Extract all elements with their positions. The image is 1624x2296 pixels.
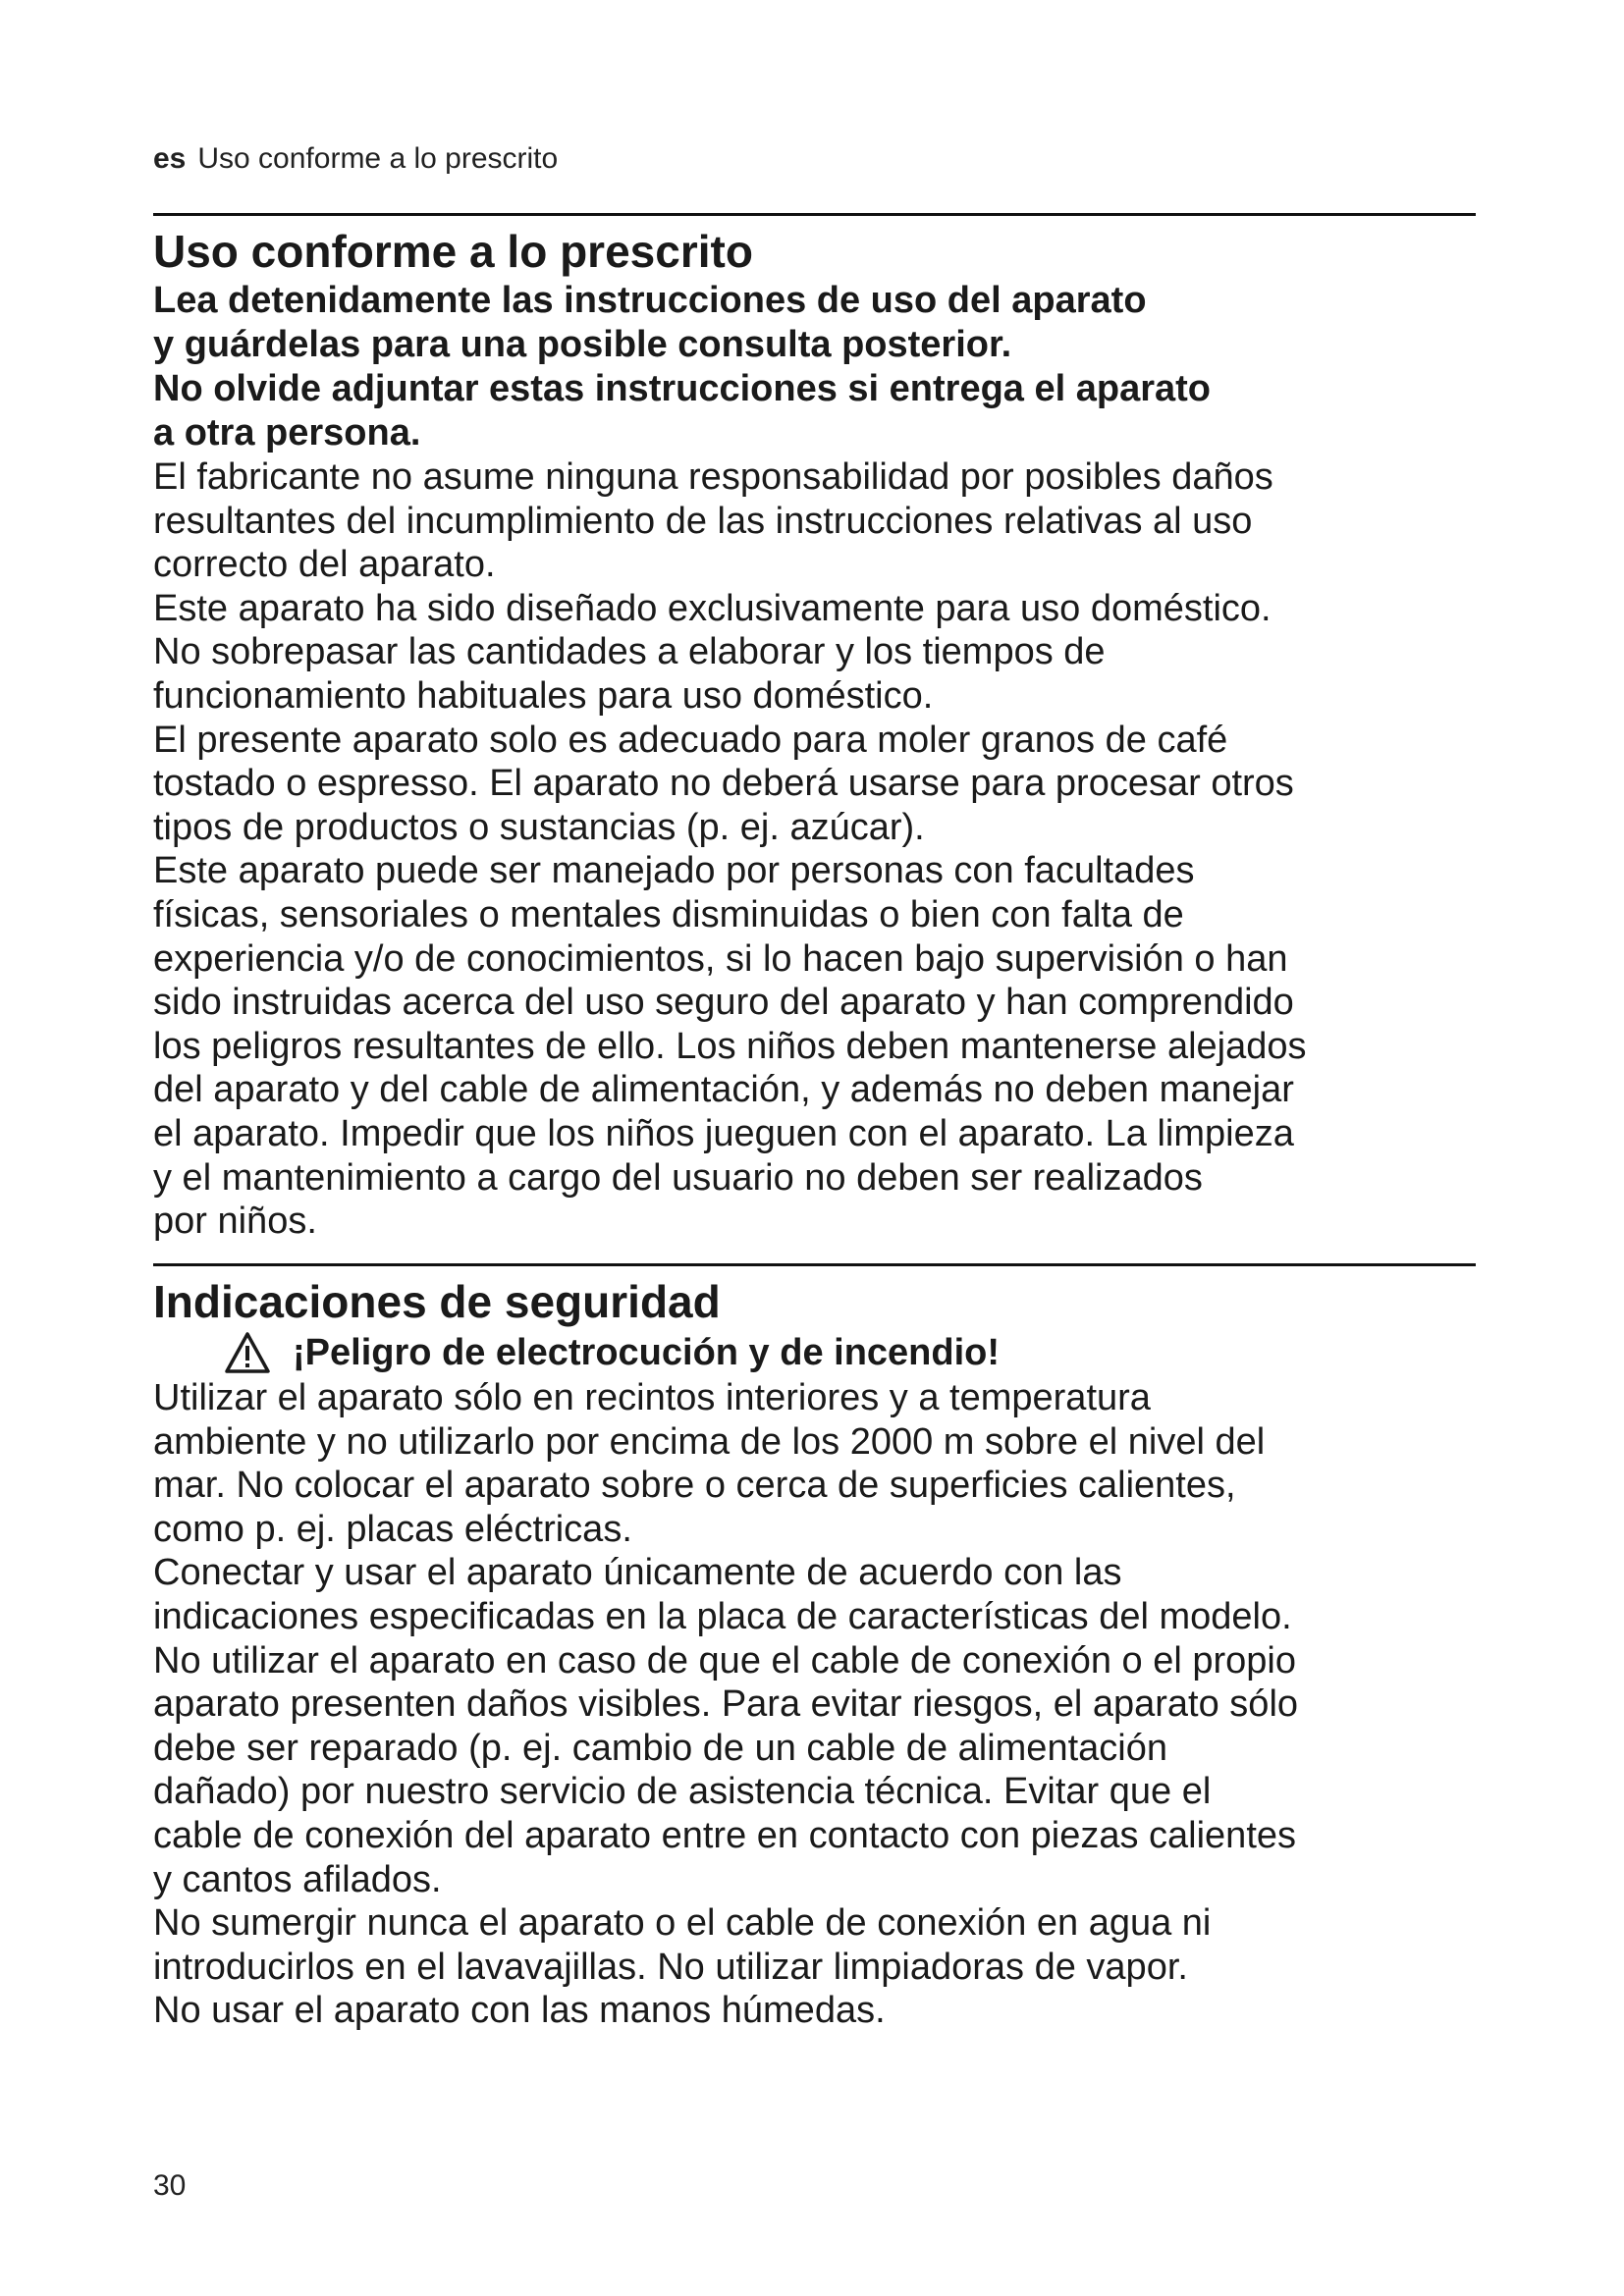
text-line: Conectar y usar el aparato únicamente de acuerdo con las <box>153 1552 1122 1594</box>
text-line: y cantos afilados. <box>153 1858 442 1900</box>
section-intended-use <box>153 224 1489 1244</box>
notice-line: a otra persona. <box>153 412 421 454</box>
danger-warning <box>224 1329 1489 1376</box>
warning-triangle-icon <box>224 1331 271 1374</box>
text-line: funcionamiento habituales para uso doméstico. <box>153 674 934 717</box>
notice-line: y guárdelas para una posible consulta posterior. <box>153 324 1012 365</box>
text-line: No sumergir nunca el aparato o el cable de conexión en agua ni <box>153 1902 1212 1945</box>
text-line: dañado) por nuestro servicio de asistencia técnica. Evitar que el <box>153 1771 1212 1813</box>
text-line: tipos de productos o sustancias (p. ej. azúcar). <box>153 806 925 848</box>
section-divider <box>153 1263 1476 1266</box>
text-line: del aparato y del cable de alimentación, y además no deben manejar <box>153 1069 1294 1111</box>
text-line: Este aparato ha sido diseñado exclusivamente para uso doméstico. <box>153 587 1272 629</box>
text-line: El presente aparato solo es adecuado para moler granos de café <box>153 719 1228 761</box>
section-body <box>153 1376 1489 2033</box>
text-line: Este aparato puede ser manejado por personas con facultades <box>153 850 1195 892</box>
text-line: aparato presenten daños visibles. Para evitar riesgos, el aparato sólo <box>153 1683 1299 1726</box>
text-line: cable de conexión del aparato entre en contacto con piezas calientes <box>153 1814 1297 1856</box>
text-line: introducirlos en el lavavajillas. No utilizar limpiadoras de vapor. <box>153 1946 1188 1988</box>
text-line: No sobrepasar las cantidades a elaborar y los tiempos de <box>153 631 1106 673</box>
notice-line: No olvide adjuntar estas instrucciones si entrega el aparato <box>153 368 1212 409</box>
section-divider <box>153 213 1476 216</box>
text-line: ambiente y no utilizarlo por encima de los 2000 m sobre el nivel del <box>153 1420 1266 1463</box>
text-line: los peligros resultantes de ello. Los niños deben mantenerse alejados <box>153 1025 1307 1067</box>
language-code: es <box>153 142 187 175</box>
text-line: sido instruidas acerca del uso seguro del aparato y han comprendido <box>153 982 1294 1024</box>
running-header <box>153 142 558 176</box>
section-title: Indicaciones de seguridad <box>153 1276 721 1327</box>
text-line: resultantes del incumplimiento de las instrucciones relativas al uso <box>153 500 1253 542</box>
text-line: por niños. <box>153 1201 317 1243</box>
text-line: el aparato. Impedir que los niños jueguen con el aparato. La limpieza <box>153 1112 1294 1154</box>
text-line: Utilizar el aparato sólo en recintos interiores y a temperatura <box>153 1377 1151 1418</box>
text-line: El fabricante no asume ninguna responsabilidad por posibles daños <box>153 456 1273 498</box>
section-body <box>153 455 1489 1244</box>
notice-line: Lea detenidamente las instrucciones de uso del aparato <box>153 280 1147 321</box>
text-line: debe ser reparado (p. ej. cambio de un cable de alimentación <box>153 1727 1167 1769</box>
section-safety <box>153 1274 1489 2033</box>
page-number: 30 <box>153 2169 187 2202</box>
text-line: correcto del aparato. <box>153 544 496 586</box>
text-line: y el mantenimiento a cargo del usuario no deben ser realizados <box>153 1156 1203 1199</box>
text-line: mar. No colocar el aparato sobre o cerca de superficies calientes, <box>153 1465 1236 1507</box>
header-section-title: Uso conforme a lo prescrito <box>197 142 559 175</box>
important-notice <box>153 279 1489 455</box>
text-line: como p. ej. placas eléctricas. <box>153 1508 632 1550</box>
text-line: indicaciones especificadas en la placa de características del modelo. <box>153 1595 1292 1637</box>
text-line: tostado o espresso. El aparato no deberá usarse para procesar otros <box>153 763 1294 805</box>
text-line: No usar el aparato con las manos húmedas. <box>153 1990 886 2032</box>
section-title: Uso conforme a lo prescrito <box>153 226 753 277</box>
text-line: experiencia y/o de conocimientos, si lo hacen bajo supervisión o han <box>153 937 1288 980</box>
warning-text: ¡Peligro de electrocución y de incendio! <box>293 1332 1001 1373</box>
text-line: físicas, sensoriales o mentales disminuidas o bien con falta de <box>153 893 1184 935</box>
text-line: No utilizar el aparato en caso de que el cable de conexión o el propio <box>153 1639 1296 1682</box>
